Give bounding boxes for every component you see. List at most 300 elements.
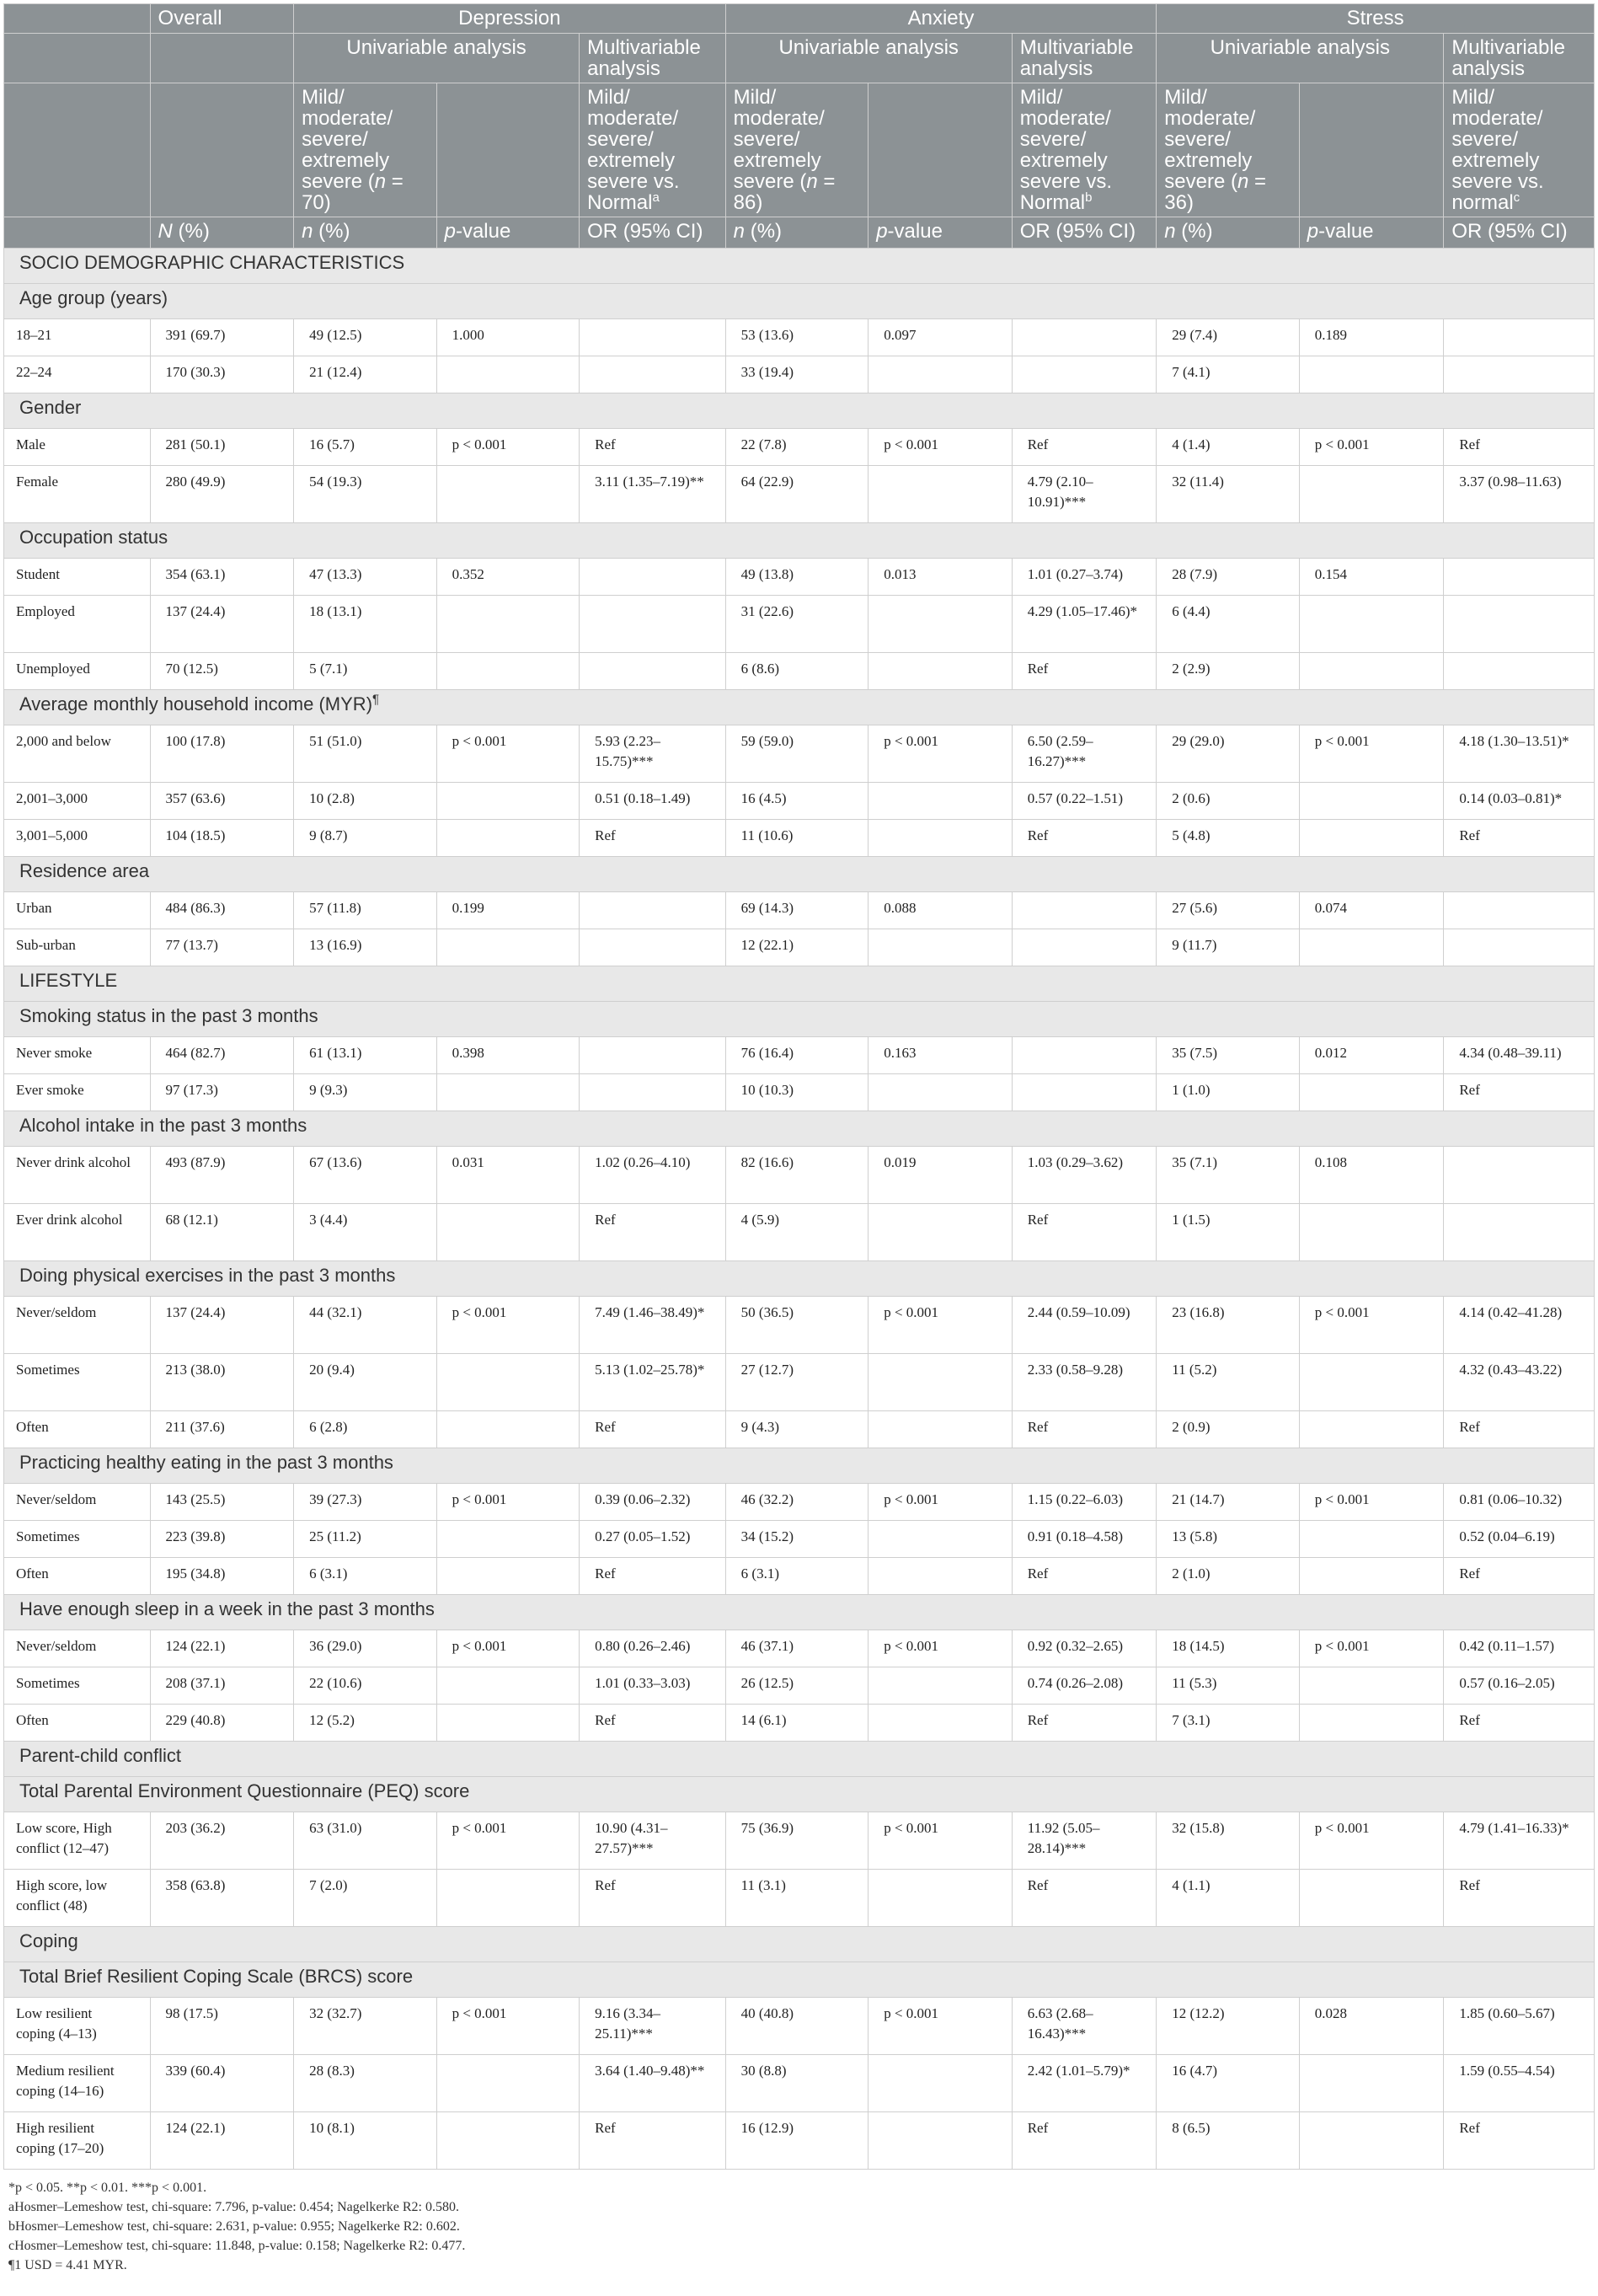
table-cell: 223 (39.8)	[150, 1521, 294, 1558]
table-cell: 51 (51.0)	[294, 725, 437, 783]
section-label	[4, 284, 1595, 319]
table-cell: 4.34 (0.48–39.11)	[1444, 1037, 1595, 1074]
header-str-multivariable: Multivariable analysis	[1444, 34, 1595, 83]
table-cell	[1299, 1521, 1444, 1558]
row-label: Never drink alcohol	[4, 1147, 151, 1204]
table-cell: p < 0.001	[1299, 1484, 1444, 1521]
table-cell	[436, 820, 580, 857]
table-cell: 61 (13.1)	[294, 1037, 437, 1074]
table-cell: 5.93 (2.23–15.75)***	[580, 725, 726, 783]
row-label: 18–21	[4, 319, 151, 356]
table-cell: 280 (49.9)	[150, 466, 294, 523]
table-cell: 0.012	[1299, 1037, 1444, 1074]
table-cell	[868, 1558, 1013, 1595]
row-label: 2,001–3,000	[4, 783, 151, 820]
header-stress: Stress	[1157, 4, 1595, 34]
table-cell: 3.11 (1.35–7.19)**	[580, 466, 726, 523]
table-cell: 2 (0.6)	[1157, 783, 1300, 820]
table-cell: 57 (11.8)	[294, 892, 437, 929]
table-cell: 0.189	[1299, 319, 1444, 356]
section-label	[4, 1002, 1595, 1037]
table-body	[4, 249, 1595, 2170]
table-cell	[580, 892, 726, 929]
row-label: Low resilient coping (4–13)	[4, 1998, 151, 2055]
table-cell	[1299, 929, 1444, 966]
table-cell: 0.088	[868, 892, 1013, 929]
table-cell	[868, 1411, 1013, 1448]
table-cell	[868, 466, 1013, 523]
table-cell	[868, 596, 1013, 653]
table-cell	[436, 466, 580, 523]
table-cell: 16 (4.5)	[725, 783, 868, 820]
table-cell	[436, 1870, 580, 1927]
table-cell: 18 (13.1)	[294, 596, 437, 653]
table-cell: p < 0.001	[868, 1484, 1013, 1521]
header-dep-group: Mild/ moderate/ severe/ extremely severe (n = 70)	[294, 83, 437, 217]
table-cell: 124 (22.1)	[150, 2112, 294, 2170]
table-cell	[868, 1354, 1013, 1411]
table-cell: 211 (37.6)	[150, 1411, 294, 1448]
table-cell: 10.90 (4.31–27.57)***	[580, 1812, 726, 1870]
table-cell: 30 (8.8)	[725, 2055, 868, 2112]
row-label: Employed	[4, 596, 151, 653]
table-cell: 0.031	[436, 1147, 580, 1204]
table-cell: 47 (13.3)	[294, 559, 437, 596]
table-cell: p < 0.001	[436, 725, 580, 783]
table-cell: 77 (13.7)	[150, 929, 294, 966]
footnotes	[8, 2178, 1598, 2275]
table-cell: 33 (19.4)	[725, 356, 868, 393]
table-cell: 0.398	[436, 1037, 580, 1074]
table-cell: Ref	[580, 1558, 726, 1595]
table-cell: 0.163	[868, 1037, 1013, 1074]
table-cell	[580, 356, 726, 393]
table-cell: 6.50 (2.59–16.27)***	[1012, 725, 1157, 783]
table-row	[4, 2112, 1595, 2170]
table-cell: 23 (16.8)	[1157, 1297, 1300, 1354]
table-cell: 4.32 (0.43–43.22)	[1444, 1354, 1595, 1411]
table-cell	[868, 1204, 1013, 1261]
section-label	[4, 1595, 1595, 1630]
table-cell: Ref	[580, 1411, 726, 1448]
table-cell: Ref	[1444, 2112, 1595, 2170]
table-cell: 0.028	[1299, 1998, 1444, 2055]
table-cell: 4.79 (2.10–10.91)***	[1012, 466, 1157, 523]
table-cell: 98 (17.5)	[150, 1998, 294, 2055]
table-cell: 6 (4.4)	[1157, 596, 1300, 653]
table-cell: 3 (4.4)	[294, 1204, 437, 1261]
table-cell: 21 (12.4)	[294, 356, 437, 393]
table-cell: 4.18 (1.30–13.51)*	[1444, 725, 1595, 783]
table-cell: 1.01 (0.27–3.74)	[1012, 559, 1157, 596]
header-col-p: p-value	[1299, 217, 1444, 249]
table-cell	[436, 653, 580, 690]
table-cell: 32 (11.4)	[1157, 466, 1300, 523]
table-cell: 12 (12.2)	[1157, 1998, 1300, 2055]
table-cell: 22 (10.6)	[294, 1667, 437, 1705]
table-cell: 6 (2.8)	[294, 1411, 437, 1448]
table-cell: Ref	[1012, 429, 1157, 466]
table-cell: 195 (34.8)	[150, 1558, 294, 1595]
table-cell	[1012, 892, 1157, 929]
section-label-text: Total Parental Environment Questionnaire (PEQ) score	[19, 1780, 470, 1801]
table-cell	[868, 1667, 1013, 1705]
table-cell: 4.14 (0.42–41.28)	[1444, 1297, 1595, 1354]
section-label-sup: ¶	[372, 692, 380, 707]
table-cell	[1444, 596, 1595, 653]
table-cell: 21 (14.7)	[1157, 1484, 1300, 1521]
table-cell: 0.74 (0.26–2.08)	[1012, 1667, 1157, 1705]
table-cell	[436, 356, 580, 393]
row-label: Often	[4, 1705, 151, 1742]
table-cell: 35 (7.1)	[1157, 1147, 1300, 1204]
section-label	[4, 249, 1595, 284]
table-cell: 1.02 (0.26–4.10)	[580, 1147, 726, 1204]
table-cell: 34 (15.2)	[725, 1521, 868, 1558]
table-cell: 0.154	[1299, 559, 1444, 596]
header-overall: Overall	[150, 4, 294, 34]
table-cell	[1444, 653, 1595, 690]
table-cell: 208 (37.1)	[150, 1667, 294, 1705]
table-cell: 27 (12.7)	[725, 1354, 868, 1411]
table-cell: p < 0.001	[868, 1297, 1013, 1354]
row-label: Low score, High conflict (12–47)	[4, 1812, 151, 1870]
section-label-text: Residence area	[19, 860, 150, 881]
table-cell: 49 (13.8)	[725, 559, 868, 596]
table-cell: 8 (6.5)	[1157, 2112, 1300, 2170]
section-label	[4, 690, 1595, 725]
table-cell: Ref	[580, 1870, 726, 1927]
section-row	[4, 1777, 1595, 1812]
table-cell	[436, 1667, 580, 1705]
table-cell: 11 (5.2)	[1157, 1354, 1300, 1411]
header-blank	[436, 83, 580, 217]
table-cell: p < 0.001	[1299, 725, 1444, 783]
table-cell: 46 (32.2)	[725, 1484, 868, 1521]
table-cell: 170 (30.3)	[150, 356, 294, 393]
table-cell	[1299, 1870, 1444, 1927]
section-label	[4, 393, 1595, 429]
table-cell: Ref	[1012, 820, 1157, 857]
table-cell: 1.15 (0.22–6.03)	[1012, 1484, 1157, 1521]
results-table	[3, 3, 1595, 2170]
section-row	[4, 966, 1595, 1002]
table-cell: 20 (9.4)	[294, 1354, 437, 1411]
table-cell: 7 (2.0)	[294, 1870, 437, 1927]
table-cell: 339 (60.4)	[150, 2055, 294, 2112]
header-str-univariable: Univariable analysis	[1157, 34, 1444, 83]
table-cell	[1299, 653, 1444, 690]
section-label-text: Average monthly household income (MYR)	[19, 693, 373, 714]
table-cell: 75 (36.9)	[725, 1812, 868, 1870]
table-row	[4, 596, 1595, 653]
row-label: 2,000 and below	[4, 725, 151, 783]
table-cell: p < 0.001	[1299, 1812, 1444, 1870]
section-label-text: LIFESTYLE	[19, 970, 118, 991]
table-row	[4, 1558, 1595, 1595]
table-cell: 0.019	[868, 1147, 1013, 1204]
row-label: Sometimes	[4, 1667, 151, 1705]
table-cell: 13 (16.9)	[294, 929, 437, 966]
section-label-text: Occupation status	[19, 527, 168, 548]
table-cell	[1444, 559, 1595, 596]
table-cell: 0.14 (0.03–0.81)*	[1444, 783, 1595, 820]
table-cell: 44 (32.1)	[294, 1297, 437, 1354]
section-label-text: Gender	[19, 397, 82, 418]
table-cell: 63 (31.0)	[294, 1812, 437, 1870]
table-cell: 13 (5.8)	[1157, 1521, 1300, 1558]
footnote: cHosmer–Lemeshow test, chi-square: 11.848, p-value: 0.158; Nagelkerke R2: 0.477.	[8, 2239, 466, 2253]
header-dep-multi-group: Mild/ moderate/ severe/ extremely severe vs. Normal$^a$	[580, 83, 726, 217]
table-cell: 0.108	[1299, 1147, 1444, 1204]
section-row	[4, 523, 1595, 559]
table-cell: 7 (3.1)	[1157, 1705, 1300, 1742]
table-cell: 53 (13.6)	[725, 319, 868, 356]
table-cell: 1.59 (0.55–4.54)	[1444, 2055, 1595, 2112]
section-row	[4, 1742, 1595, 1777]
table-cell	[868, 2055, 1013, 2112]
table-cell	[1444, 1204, 1595, 1261]
table-cell: 0.92 (0.32–2.65)	[1012, 1630, 1157, 1667]
table-cell	[1444, 1147, 1595, 1204]
row-label: Never smoke	[4, 1037, 151, 1074]
table-cell: 484 (86.3)	[150, 892, 294, 929]
table-cell	[1444, 929, 1595, 966]
table-row	[4, 653, 1595, 690]
table-row	[4, 2055, 1595, 2112]
table-cell: 54 (19.3)	[294, 466, 437, 523]
table-cell: 49 (12.5)	[294, 319, 437, 356]
table-cell: 0.013	[868, 559, 1013, 596]
table-cell: p < 0.001	[868, 1630, 1013, 1667]
table-cell: 6 (3.1)	[294, 1558, 437, 1595]
table-row	[4, 1521, 1595, 1558]
table-row	[4, 1870, 1595, 1927]
header-col-p: p-value	[868, 217, 1013, 249]
table-cell	[1299, 466, 1444, 523]
table-cell: 464 (82.7)	[150, 1037, 294, 1074]
table-row	[4, 892, 1595, 929]
table-cell: 26 (12.5)	[725, 1667, 868, 1705]
row-label: 3,001–5,000	[4, 820, 151, 857]
table-cell: 1 (1.5)	[1157, 1204, 1300, 1261]
table-cell: 16 (5.7)	[294, 429, 437, 466]
table-cell: 0.57 (0.22–1.51)	[1012, 783, 1157, 820]
table-cell: 2 (1.0)	[1157, 1558, 1300, 1595]
table-cell	[868, 1074, 1013, 1111]
table-cell	[1299, 783, 1444, 820]
table-cell: 4 (1.1)	[1157, 1870, 1300, 1927]
table-cell: 12 (5.2)	[294, 1705, 437, 1742]
table-cell: 2.42 (1.01–5.79)*	[1012, 2055, 1157, 2112]
table-cell	[580, 1074, 726, 1111]
row-label: Female	[4, 466, 151, 523]
header-col-N: N (%)	[150, 217, 294, 249]
header-col-p: p-value	[436, 217, 580, 249]
table-cell	[436, 1354, 580, 1411]
header-col-or: OR (95% CI)	[580, 217, 726, 249]
table-cell: Ref	[1444, 1705, 1595, 1742]
table-row	[4, 820, 1595, 857]
table-cell: Ref	[580, 1204, 726, 1261]
table-cell: 0.52 (0.04–6.19)	[1444, 1521, 1595, 1558]
table-cell: 35 (7.5)	[1157, 1037, 1300, 1074]
table-cell: 16 (12.9)	[725, 2112, 868, 2170]
table-cell: 357 (63.6)	[150, 783, 294, 820]
table-cell	[868, 929, 1013, 966]
table-cell	[1299, 356, 1444, 393]
section-row	[4, 1595, 1595, 1630]
table-cell: p < 0.001	[436, 1630, 580, 1667]
table-cell	[436, 596, 580, 653]
table-cell	[868, 783, 1013, 820]
table-cell: 9 (9.3)	[294, 1074, 437, 1111]
header-dep-multivariable: Multivariable analysis	[580, 34, 726, 83]
table-row	[4, 1037, 1595, 1074]
table-cell: 25 (11.2)	[294, 1521, 437, 1558]
table-cell: 6 (3.1)	[725, 1558, 868, 1595]
table-cell: 2 (0.9)	[1157, 1411, 1300, 1448]
table-cell	[1012, 1037, 1157, 1074]
table-row	[4, 1204, 1595, 1261]
table-cell: 0.199	[436, 892, 580, 929]
table-row	[4, 1484, 1595, 1521]
table-cell	[436, 1705, 580, 1742]
table-cell: 0.27 (0.05–1.52)	[580, 1521, 726, 1558]
table-cell: p < 0.001	[1299, 1297, 1444, 1354]
table-cell: 67 (13.6)	[294, 1147, 437, 1204]
section-label	[4, 1448, 1595, 1484]
row-label: Sometimes	[4, 1354, 151, 1411]
header-blank	[868, 83, 1013, 217]
table-cell: 2 (2.9)	[1157, 653, 1300, 690]
table-cell	[1299, 1204, 1444, 1261]
table-cell: 104 (18.5)	[150, 820, 294, 857]
table-cell: 68 (12.1)	[150, 1204, 294, 1261]
section-label	[4, 1962, 1595, 1998]
table-cell: Ref	[1444, 1411, 1595, 1448]
table-row	[4, 1354, 1595, 1411]
row-label: Often	[4, 1411, 151, 1448]
table-cell	[1299, 820, 1444, 857]
table-header	[4, 4, 1595, 249]
row-label: Medium resilient coping (14–16)	[4, 2055, 151, 2112]
table-cell	[868, 356, 1013, 393]
table-cell: 213 (38.0)	[150, 1354, 294, 1411]
table-cell: 203 (36.2)	[150, 1812, 294, 1870]
section-label	[4, 1927, 1595, 1962]
table-cell: Ref	[1012, 1558, 1157, 1595]
section-label-text: Alcohol intake in the past 3 months	[19, 1115, 307, 1136]
table-row	[4, 1630, 1595, 1667]
table-cell: Ref	[1444, 1558, 1595, 1595]
row-label: Urban	[4, 892, 151, 929]
header-blank	[150, 34, 294, 83]
section-row	[4, 1448, 1595, 1484]
table-cell	[436, 2112, 580, 2170]
row-label: Never/seldom	[4, 1297, 151, 1354]
section-label	[4, 1777, 1595, 1812]
table-cell: 32 (32.7)	[294, 1998, 437, 2055]
table-cell: 32 (15.8)	[1157, 1812, 1300, 1870]
table-cell: 14 (6.1)	[725, 1705, 868, 1742]
table-cell: 1 (1.0)	[1157, 1074, 1300, 1111]
table-cell: p < 0.001	[868, 1812, 1013, 1870]
section-label	[4, 1742, 1595, 1777]
table-cell: 64 (22.9)	[725, 466, 868, 523]
table-cell: 4 (1.4)	[1157, 429, 1300, 466]
section-label	[4, 857, 1595, 892]
header-blank	[1299, 83, 1444, 217]
table-cell: 0.80 (0.26–2.46)	[580, 1630, 726, 1667]
section-label-text: SOCIO DEMOGRAPHIC CHARACTERISTICS	[19, 252, 405, 273]
table-row	[4, 1667, 1595, 1705]
table-cell: 50 (36.5)	[725, 1297, 868, 1354]
row-label: 22–24	[4, 356, 151, 393]
header-anx-multi-group: Mild/ moderate/ severe/ extremely severe vs. Normal$^b$	[1012, 83, 1157, 217]
table-cell: 97 (17.3)	[150, 1074, 294, 1111]
section-row	[4, 1111, 1595, 1147]
table-cell: 391 (69.7)	[150, 319, 294, 356]
table-row	[4, 559, 1595, 596]
table-cell: Ref	[1012, 2112, 1157, 2170]
table-cell	[1299, 1074, 1444, 1111]
row-label: Often	[4, 1558, 151, 1595]
table-cell: 82 (16.6)	[725, 1147, 868, 1204]
table-cell	[1299, 596, 1444, 653]
header-col-or: OR (95% CI)	[1444, 217, 1595, 249]
table-cell: 0.81 (0.06–10.32)	[1444, 1484, 1595, 1521]
row-label: High resilient coping (17–20)	[4, 2112, 151, 2170]
table-cell: 4.79 (1.41–16.33)*	[1444, 1812, 1595, 1870]
table-cell: Ref	[580, 1705, 726, 1742]
header-anxiety: Anxiety	[725, 4, 1157, 34]
table-cell: p < 0.001	[1299, 1630, 1444, 1667]
table-row	[4, 1411, 1595, 1448]
table-row	[4, 319, 1595, 356]
section-row	[4, 1927, 1595, 1962]
header-anx-group: Mild/ moderate/ severe/ extremely severe (n = 86)	[725, 83, 868, 217]
table-cell: 59 (59.0)	[725, 725, 868, 783]
section-label	[4, 966, 1595, 1002]
table-cell: 27 (5.6)	[1157, 892, 1300, 929]
table-cell	[1012, 1074, 1157, 1111]
section-label-text: Have enough sleep in a week in the past 3 months	[19, 1598, 435, 1619]
table-cell: 11 (10.6)	[725, 820, 868, 857]
table-cell: Ref	[1012, 1870, 1157, 1927]
row-label: Male	[4, 429, 151, 466]
table-cell	[1444, 892, 1595, 929]
table-cell: 9.16 (3.34–25.11)***	[580, 1998, 726, 2055]
table-cell	[1299, 1354, 1444, 1411]
table-cell	[580, 653, 726, 690]
table-cell: Ref	[1012, 1204, 1157, 1261]
table-cell: 9 (11.7)	[1157, 929, 1300, 966]
table-cell: 137 (24.4)	[150, 1297, 294, 1354]
table-cell	[868, 653, 1013, 690]
header-depression: Depression	[294, 4, 726, 34]
table-row	[4, 1297, 1595, 1354]
table-cell: 10 (10.3)	[725, 1074, 868, 1111]
header-anx-univariable: Univariable analysis	[725, 34, 1012, 83]
section-label-text: Coping	[19, 1930, 78, 1951]
table-cell: 76 (16.4)	[725, 1037, 868, 1074]
table-cell: Ref	[1012, 653, 1157, 690]
table-row	[4, 783, 1595, 820]
table-cell: 11 (5.3)	[1157, 1667, 1300, 1705]
table-cell: 46 (37.1)	[725, 1630, 868, 1667]
table-cell: Ref	[1444, 1870, 1595, 1927]
